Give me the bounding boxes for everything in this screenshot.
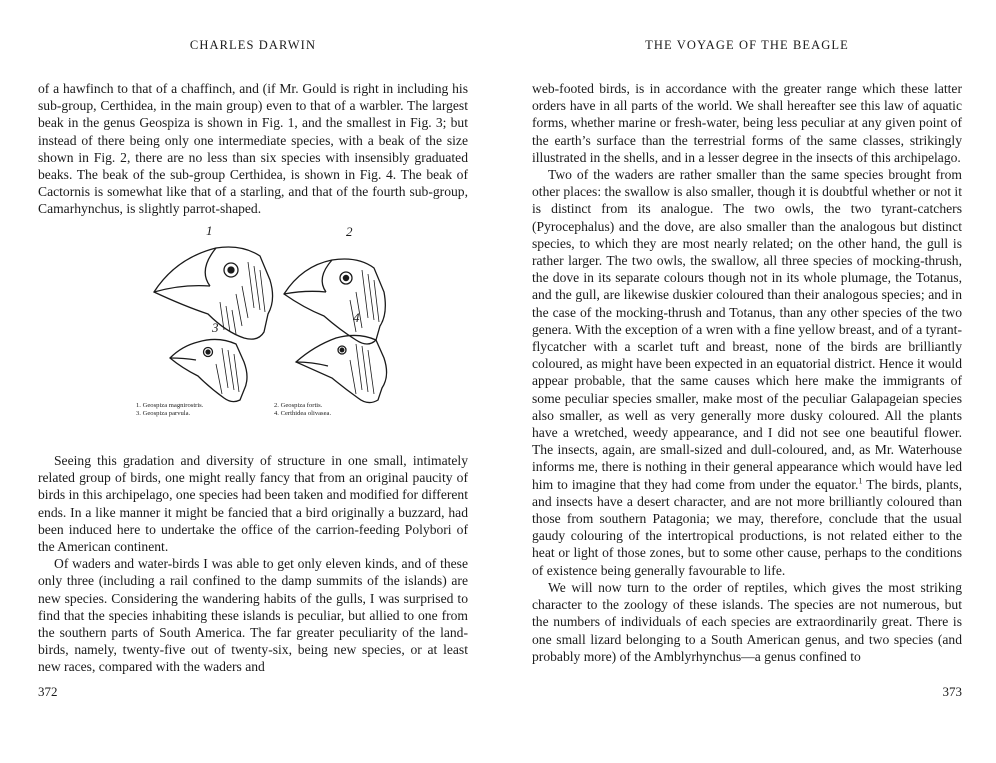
page-number-left: 372 — [38, 684, 58, 699]
figure-label-1: 1 — [206, 223, 213, 238]
paragraph-text: The birds, plants, and insects have a desert character, and are not more brilliantly coloured than those from southern Patagonia; we may, therefore, conclude that the usual gaudy colouring of the intertropical productions, is not related either to the heat or light of those zones, but to some other cause, perhaps to the conditions of existence being generally favourable to life. — [532, 476, 962, 578]
right-page — [532, 0, 962, 763]
paragraph: We will now turn to the order of reptiles, which gives the most striking character to the zoology of these islands. The species are not numerous, but the numbers of individuals of each species are extraordinarily great. There is one small lizard belonging to a South American genus, and two species (and probably more) of the Amblyrhynchus—a genus confined to — [532, 579, 962, 664]
paragraph: Seeing this gradation and diversity of structure in one small, intimately related group of birds, one might really fancy that from an original paucity of birds in this archipelago, one species had been taken and modified for different ends. In a like manner it might be fancied that a bird originally a buzzard, had been induced here to undertake the office of the carrion-feeding Polybori of the American continent. — [38, 453, 468, 555]
figure-caption-4: 4. Certhidea olivasea. — [274, 410, 332, 417]
paragraph — [532, 166, 962, 579]
paragraph-text: Two of the waders are rather smaller than the same species brought from other places: the swallow is also smaller, though it is doubtful whether or not it is distinct from its analogue. The two owls, the two tyrant-catchers (Pyrocephalus) and the dove, are also smaller than the analogous but distinct species, to which they are most nearly related; on the other hand, the gull is rather larger. The two owls, the swallow, all three species of mocking-thrush, the dove in its separate colours though not in its whole plumage, the Totanus, and the gull, are likewise duskier coloured than their analogous species; and in the case of the mocking-thrush and Totanus, than any other species of the two genera. With the exception of a wren with a fine yellow breast, and of a tyrant-flycatcher with a scarlet tuft and breast, none of the birds are brilliantly coloured, as might have been expected in an equatorial district. Hence it would appear probable, that the same causes which here make the immigrants of some peculiar species smaller, make most of the peculiar Galapageian species also smaller, as well as very generally more dusky coloured. All the plants have a wretched, weedy appearance, and I did not see one beautiful flower. The insects, again, are small-sized and dull-coloured, and, as Mr. Waterhouse informs me, there is nothing in their general appearance which would have led him to imagine that they had come from under the equator. — [532, 167, 962, 492]
figure-label-4: 4 — [353, 310, 360, 325]
running-header-right: THE VOYAGE OF THE BEAGLE — [645, 38, 849, 52]
figure-caption-1: 1. Geospiza magnirostris. — [136, 402, 204, 409]
right-body — [532, 80, 962, 665]
paragraph: web-footed birds, is in accordance with the greater range which these latter orders have in all parts of the world. We shall hereafter see this law of aquatic forms, whether marine or fresh-water, being less peculiar at any given point of the earth’s surface than the terrestrial forms of the same classes, strikingly illustrated in the shells, and in a lesser degree in the insects of this archipelago. — [532, 81, 962, 165]
page-number-right: 373 — [942, 684, 962, 699]
running-header-left: CHARLES DARWIN — [189, 38, 317, 52]
figure-label-3: 3 — [212, 320, 219, 335]
figure-label-2: 2 — [346, 224, 353, 239]
figure-caption-3: 3. Geospiza parvula. — [136, 410, 191, 417]
paragraph: Of waders and water-birds I was able to get only eleven kinds, and of these only three (including a rail confined to the damp summits of the islands) are new species. Considering the wandering habits of the gulls, I was surprised to find that the species inhabiting these islands is peculiar, but allied to one from the southern parts of South America. The far greater peculiarity of the land-birds, namely, twenty-five out of twenty-six, being new species, or at least new races, compared with the waders and — [38, 556, 468, 675]
left-page — [38, 0, 468, 763]
footnote-marker[interactable]: 1 — [858, 476, 863, 486]
paragraph: of a hawfinch to that of a chaffinch, and (if Mr. Gould is right in including his sub-group, Certhidea, in the main group) even to that of a warbler. The largest beak in the genus Geospiza is shown in Fig. 1, and the smallest in Fig. 3; but instead of there being only one intermediate species, with a beak of the size shown in Fig. 2, there are no less than six species with insensibly graduated beaks. The beak of the sub-group Certhidea, is shown in Fig. 4. The beak of Cactornis is somewhat like that of a starling, and that of the fourth sub-group, Camarhynchus, is slightly parrot-shaped. — [38, 81, 468, 217]
finch-beaks-figure — [136, 222, 400, 448]
left-body-bottom — [38, 452, 468, 676]
figure-caption-2: 2. Geospiza fortis. — [274, 402, 323, 409]
left-body-top — [38, 80, 468, 218]
